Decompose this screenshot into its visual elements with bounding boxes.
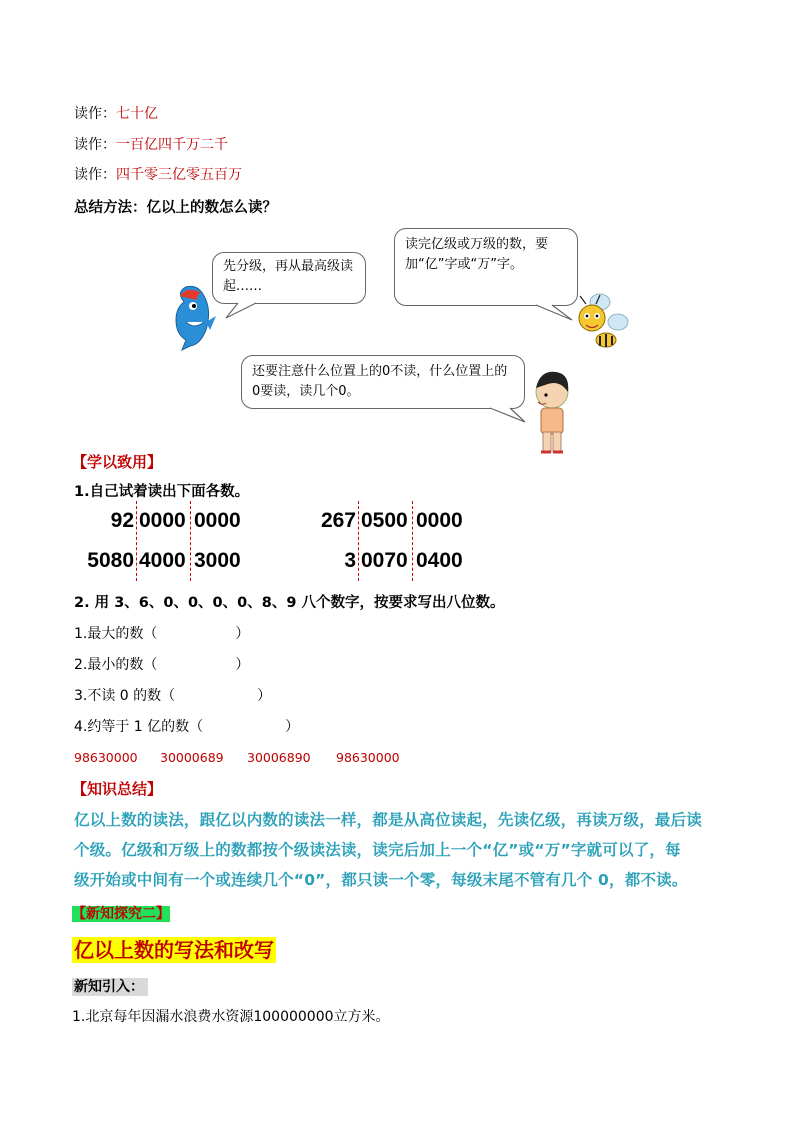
q2-answer-3: 30006890 xyxy=(247,750,311,765)
reading-line-2: 读作：一百亿四千万二千 xyxy=(74,137,228,153)
q2-item-2: 2.最小的数（ ） xyxy=(74,657,250,673)
number-1-part-2: 0000 xyxy=(139,509,186,532)
summary-line-1: 亿以上数的读法，跟亿以内数的读法一样，都是从高位读起，先读亿级，再读万级，最后读 xyxy=(74,811,703,829)
number-3-part-3: 3000 xyxy=(194,549,241,572)
bee-bubble-tail xyxy=(536,305,572,320)
dolphin-bubble-tail xyxy=(226,303,256,318)
separator-line xyxy=(412,501,413,581)
number-2-part-2: 0500 xyxy=(361,509,408,532)
reading-answer-3: 四千零三亿零五百万 xyxy=(116,167,242,183)
bee-icon xyxy=(579,294,628,347)
q2-item-4: 4.约等于 1 亿的数（ ） xyxy=(74,719,300,735)
summary-line-2: 个级。亿级和万级上的数都按个级读法读，读完后加上一个“亿”或“万”字就可以了，每 xyxy=(74,841,681,859)
q2-answer-4: 98630000 xyxy=(336,750,400,765)
q2-item-3: 3.不读 0 的数（ ） xyxy=(74,688,272,704)
number-3-part-2: 4000 xyxy=(139,549,186,572)
question-1-title: 1.自己试着读出下面各数。 xyxy=(74,484,250,500)
dolphin-speech-bubble: 先分级，再从最高级读起…… xyxy=(212,252,366,304)
section-new-label: 【新知探究二】 xyxy=(72,906,170,922)
separator-line xyxy=(358,501,359,581)
intro-label: 新知引入： xyxy=(72,978,148,996)
number-3-part-1: 5080 xyxy=(87,549,134,572)
question-2-title: 2. 用 3、6、0、0、0、0、8、9 八个数字，按要求写出八位数。 xyxy=(74,595,505,611)
boy-speech-bubble: 还要注意什么位置上的0不读，什么位置上的0要读，读几个0。 xyxy=(241,355,525,409)
number-4-part-2: 0070 xyxy=(361,549,408,572)
section-apply-label: 【学以致用】 xyxy=(72,453,163,471)
q2-answer-1: 98630000 xyxy=(74,750,138,765)
illustration-layer xyxy=(0,0,794,480)
separator-line xyxy=(136,501,137,581)
number-2-part-1: 267 xyxy=(320,509,356,532)
number-1-part-3: 0000 xyxy=(194,509,241,532)
topic-title-wrap xyxy=(72,934,276,963)
separator-line xyxy=(190,501,191,581)
section-new-label-wrap xyxy=(72,903,170,923)
bee-speech-bubble: 读完亿级或万级的数，要加“亿”字或“万”字。 xyxy=(394,228,578,306)
reading-answer-2: 一百亿四千万二千 xyxy=(116,137,228,153)
reading-answer-1: 七十亿 xyxy=(116,106,158,122)
number-1-part-1: 92 xyxy=(110,509,134,532)
number-4-part-3: 0400 xyxy=(416,549,463,572)
topic-title: 亿以上数的写法和改写 xyxy=(74,938,274,962)
boy-bubble-tail xyxy=(490,408,525,422)
boy-icon xyxy=(536,372,568,452)
q2-item-1: 1.最大的数（ ） xyxy=(74,626,250,642)
reading-line-3: 读作：四千零三亿零五百万 xyxy=(74,167,242,183)
knowledge-summary xyxy=(74,805,734,895)
section-summary-label: 【知识总结】 xyxy=(72,780,163,798)
intro-label-wrap xyxy=(72,976,148,996)
reading-line-1: 读作：七十亿 xyxy=(74,106,158,122)
method-heading: 总结方法：亿以上的数怎么读？ xyxy=(74,200,277,216)
summary-line-3: 级开始或中间有一个或连续几个“0”，都只读一个零，每级末尾不管有几个 0，都不读。 xyxy=(74,871,688,889)
q2-answer-2: 30000689 xyxy=(160,750,224,765)
number-2-part-3: 0000 xyxy=(416,509,463,532)
intro-text: 1.北京每年因漏水浪费水资源100000000立方米。 xyxy=(72,1009,390,1025)
dolphin-icon xyxy=(176,286,216,350)
number-4-part-1: 3 xyxy=(344,549,356,572)
